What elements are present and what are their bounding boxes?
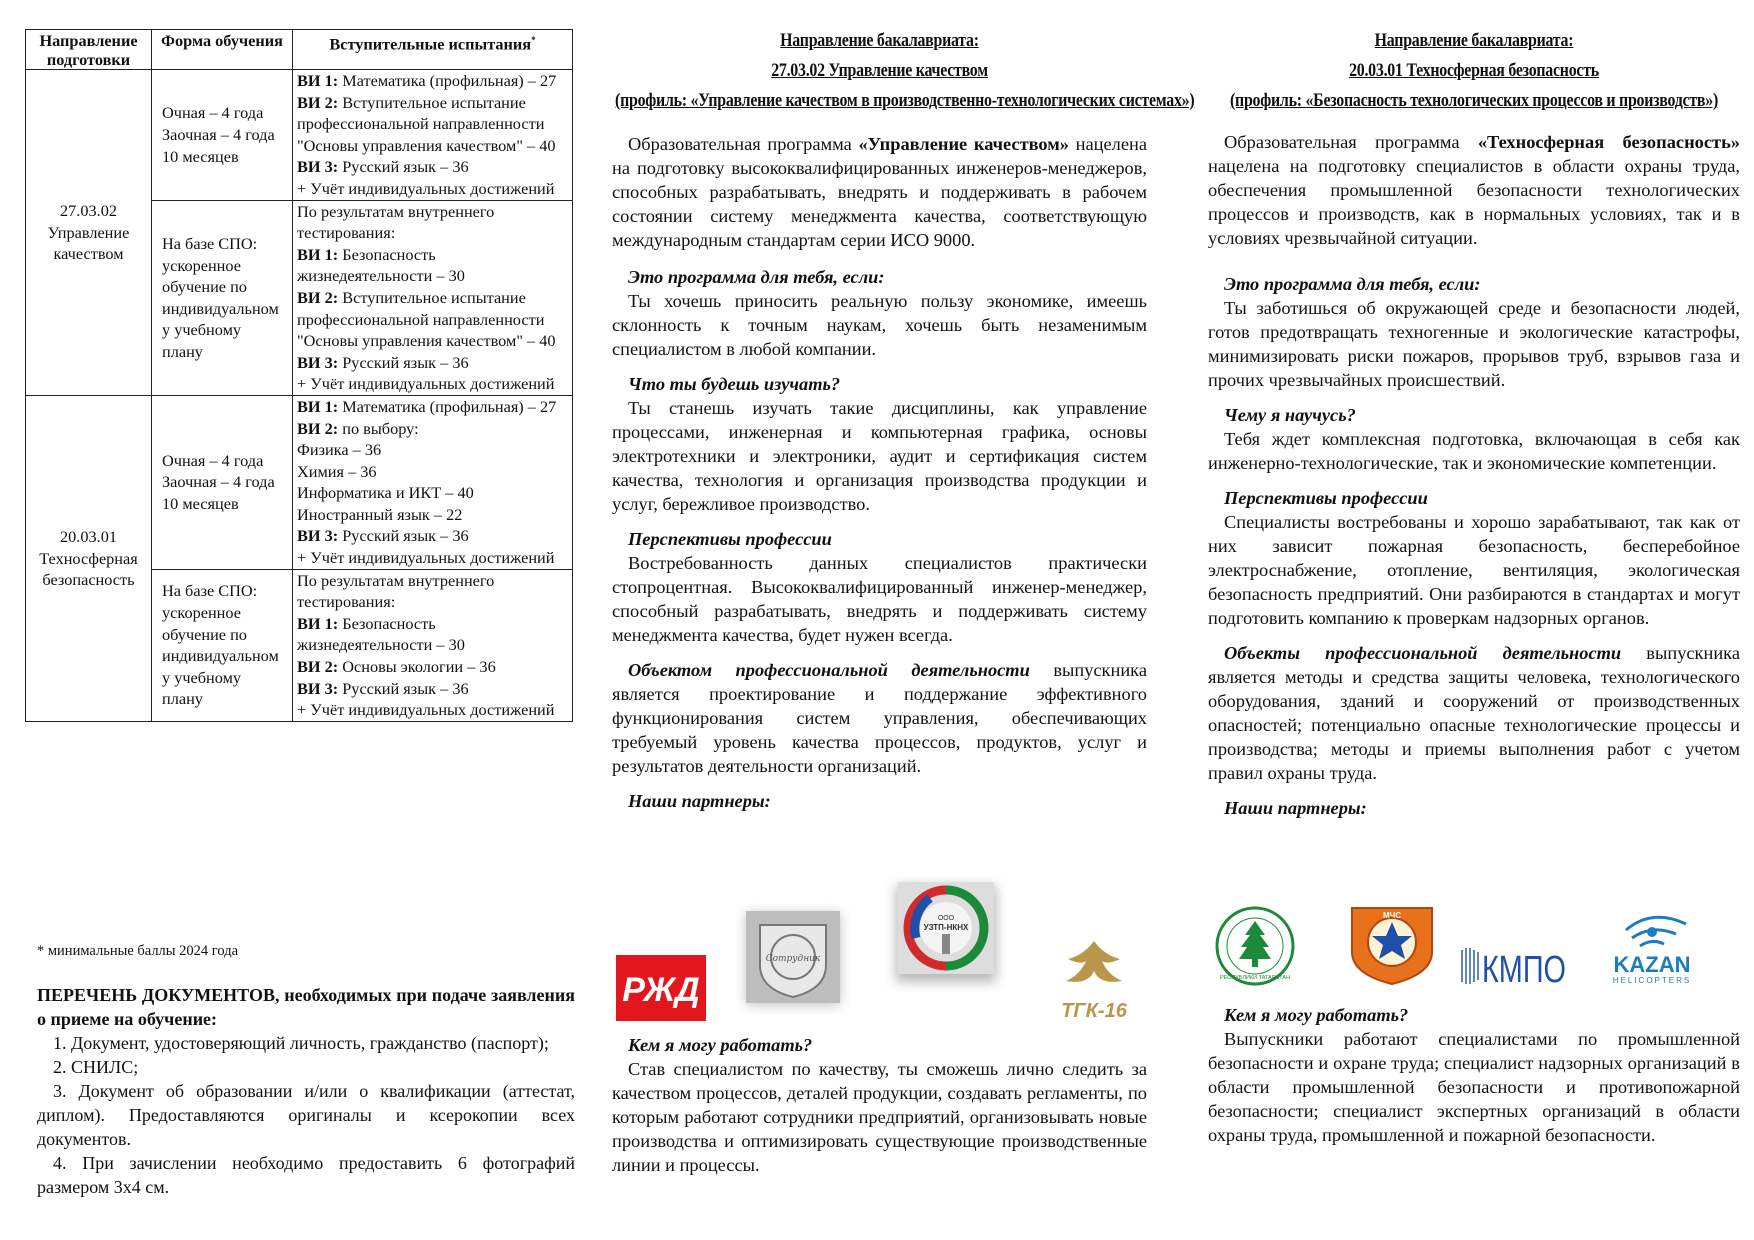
- exam-line: ВИ 2: Вступительное испытание профессиональной направленности "Основы управления качеством" – 40: [297, 287, 556, 351]
- program-body-bottom: [1208, 1003, 1740, 1147]
- svg-text:МЧС: МЧС: [1382, 911, 1402, 920]
- section-text: Объектом профессиональной деятельности выпускника является проектирование и поддержание эффективного функционирования систем управления, обеспечивающих требуемый уровень качества процессов, продуктов, услуг и результатов деятельности организаций.: [612, 660, 1147, 776]
- section-title: Чему я научусь?: [1224, 405, 1356, 425]
- intro-paragraph: Образовательная программа «Управление качеством» нацелена на подготовку высококвалифицированных инженеров-менеджеров, способных разрабатывать, внедрять и поддерживать в рабочем состоянии систему менеджмента качества, соответствующую международным стандартам серии ИСО 9000.: [612, 134, 1147, 250]
- section-text: Ты заботишься об окружающей среде и безопасности людей, готов предотвращать техногенные и экологические катастрофы, минимизировать риски пожаров, прорывов труб, взрывов газа и прочих чрезвычайных происшествий.: [1208, 298, 1740, 390]
- svg-text:УЗТП-НКНХ: УЗТП-НКНХ: [923, 923, 969, 932]
- partners-title: Наши партнеры:: [628, 791, 771, 811]
- kmpo-logo: [1460, 938, 1572, 990]
- section-title: Что ты будешь изучать?: [628, 374, 841, 394]
- document-item: 2. СНИЛС;: [53, 1057, 139, 1077]
- svg-text:KAZAN: KAZAN: [1613, 952, 1691, 977]
- section-title: Это программа для тебя, если:: [1224, 274, 1481, 294]
- section-text: Ты станешь изучать такие дисциплины, как управление процессами, инженерная и компьютерная графика, основы электротехники и электроники, аудит и сертификация систем качества, технология и организация производства продукции и услуг, бережливое производство.: [612, 398, 1147, 514]
- exam-line: ВИ 2: Основы экологии – 36: [297, 657, 496, 677]
- exam-line: Иностранный язык – 22: [297, 504, 463, 524]
- tgk16-logo: [1054, 935, 1134, 1025]
- section-text: Востребованность данных специалистов практически стопроцентная. Высококвалифицированный инженер-менеджер, способный разрабатывать, внедрять и поддерживать систему менеджмента качества, будет нужен всегда.: [612, 553, 1147, 645]
- exam-line: ВИ 3: Русский язык – 36: [297, 678, 469, 698]
- header-direction: Направление подготовки: [26, 30, 152, 70]
- exams-cell: [293, 395, 573, 569]
- svg-text:ООО: ООО: [937, 915, 955, 922]
- form-cell: Очная – 4 года Заочная – 4 года 10 месяцев: [152, 395, 293, 569]
- section-text: Ты хочешь приносить реальную пользу экономике, имеешь склонность к точным наукам, хочешь быть незаменимым специалистом в любой компании.: [612, 291, 1147, 359]
- exam-line: ВИ 3: Русский язык – 36: [297, 526, 469, 546]
- table-row: [26, 70, 573, 201]
- admission-table: [25, 29, 573, 722]
- svg-text:КМПО: КМПО: [1482, 949, 1566, 991]
- program-body: [612, 132, 1147, 813]
- document-item: 3. Документ об образовании и/или о квалификации (аттестат, диплом). Предоставляются оригиналы и ксерокопии всех документов.: [37, 1081, 575, 1149]
- exams-cell: [293, 70, 573, 201]
- exam-line: ВИ 1: Безопасность жизнедеятельности – 30: [297, 244, 465, 286]
- section-text: Тебя ждет комплексная подготовка, включающая в себя как инженерно-технологические, так и экономические компетенции.: [1208, 429, 1740, 473]
- documents-title: ПЕРЕЧЕНЬ ДОКУМЕНТОВ, необходимых при подаче заявления о приеме на обучение:: [37, 985, 575, 1029]
- exams-cell: [293, 569, 573, 721]
- section-title: Кем я могу работать?: [628, 1035, 813, 1055]
- form-cell: На базе СПО: ускоренное обучение по индивидуальном у учебному плану: [152, 569, 293, 721]
- exam-line: ВИ 1: Математика (профильная) – 27: [297, 71, 557, 90]
- section-text: Объекты профессиональной деятельности выпускника является методы и средства защиты человека, технологического оборудования, зданий и сооружений от производственных опасностей; потенциально опасные технологические процессы и производства; методы и приемы выполнения работ с учетом правил охраны труда.: [1208, 643, 1740, 783]
- program-header: Направление бакалавриата: 20.03.01 Техносферная безопасность (профиль: «Безопасность технологических процессов и производств»): [1230, 31, 1718, 111]
- section-title: Это программа для тебя, если:: [628, 267, 885, 287]
- exam-line: + Учёт индивидуальных достижений: [297, 178, 555, 198]
- exam-line: + Учёт индивидуальных достижений: [297, 374, 555, 394]
- section-text: Специалисты востребованы и хорошо зарабатывают, так как от них зависит пожарная безопасность, бесперебойное электроснабжение, отопление, вентиляция, экологическая безопасность предприятий. Они разбираются в стандартах и могут подготовить компанию к проверкам надзорных органов.: [1208, 512, 1740, 628]
- section-title: Перспективы профессии: [628, 529, 832, 549]
- section-title: Кем я могу работать?: [1224, 1005, 1409, 1025]
- exam-line: + Учёт индивидуальных достижений: [297, 700, 555, 720]
- exam-line: ВИ 2: Вступительное испытание профессиональной направленности "Основы управления качеством" – 40: [297, 92, 556, 155]
- exam-line: Химия – 36: [297, 461, 377, 481]
- section-title: Перспективы профессии: [1224, 488, 1428, 508]
- exam-line: ВИ 1: Математика (профильная) – 27: [297, 396, 557, 416]
- exam-line: ВИ 1: Безопасность жизнедеятельности – 30: [297, 613, 465, 655]
- exam-line: По результатам внутреннего тестирования:: [297, 201, 495, 243]
- exam-line: Физика – 36: [297, 440, 382, 460]
- direction-cell: 27.03.02 Управление качеством: [26, 70, 152, 396]
- header-form: Форма обучения: [152, 30, 293, 70]
- exam-line: Информатика и ИКТ – 40: [297, 483, 474, 503]
- kazan-helicopters-logo: [1596, 902, 1708, 992]
- svg-text:РЕСПУБЛИКИ ТАТАРСТАН: РЕСПУБЛИКИ ТАТАРСТАН: [1219, 975, 1291, 981]
- uztp-logo: [890, 876, 1002, 988]
- partner-badge-logo: [738, 905, 848, 1013]
- footnote: * минимальные баллы 2024 года: [37, 943, 239, 959]
- program-body: [1208, 130, 1740, 820]
- table-row: [26, 395, 573, 569]
- partners-title: Наши партнеры:: [1224, 798, 1367, 818]
- section-text: Став специалистом по качеству, ты сможешь лично следить за качеством процессов, деталей продукции, создавать регламенты, по которым работают сотрудники предприятий, организовывать новые производства и оптимизировать существующие производственные линии и процессы.: [612, 1059, 1147, 1175]
- mchs-logo: [1344, 902, 1440, 986]
- svg-text:Сотрудник: Сотрудник: [765, 954, 821, 964]
- program-body-bottom: [612, 1033, 1147, 1177]
- direction-cell: 20.03.01 Техносферная безопасность: [26, 395, 152, 721]
- exam-line: ВИ 3: Русский язык – 36: [297, 352, 469, 372]
- svg-text:РЖД: РЖД: [622, 971, 700, 1009]
- document-item: 1. Документ, удостоверяющий личность, гражданство (паспорт);: [53, 1033, 549, 1053]
- svg-text:HELICOPTERS: HELICOPTERS: [1612, 976, 1692, 985]
- exam-line: ВИ 3: Русский язык – 36: [297, 157, 469, 177]
- exam-line: + Учёт индивидуальных достижений: [297, 548, 555, 568]
- documents-list: [37, 983, 575, 1199]
- form-cell: Очная – 4 года Заочная – 4 года 10 месяцев: [152, 70, 293, 201]
- program-header: Направление бакалавриата: 27.03.02 Управление качеством (профиль: «Управление качеством в производственно-технологических системах»): [615, 31, 1195, 111]
- rzd-logo: [616, 955, 706, 1021]
- ecology-ministry-logo: [1204, 905, 1306, 987]
- intro-paragraph: Образовательная программа «Техносферная безопасность» нацелена на подготовку специалистов в области охраны труда, обеспечения промышленной безопасности технологических процессов и производств, как в нормальных условиях, так и в условиях чрезвычайной ситуации.: [1208, 132, 1740, 248]
- form-cell: На базе СПО: ускоренное обучение по индивидуальном у учебному плану: [152, 200, 293, 395]
- exam-line: По результатам внутреннего тестирования:: [297, 570, 495, 612]
- section-text: Выпускники работают специалистами по промышленной безопасности и охране труда; специалист надзорных организаций в области промышленной безопасности и противопожарной безопасности; специалист экспертных организаций в области охраны труда, промышленной и пожарной безопасности.: [1208, 1029, 1740, 1145]
- exams-cell: [293, 200, 573, 395]
- exam-line: ВИ 2: по выбору:: [297, 418, 419, 438]
- header-exams: Вступительные испытания*: [293, 30, 573, 70]
- svg-text:ТГК-16: ТГК-16: [1061, 1000, 1127, 1022]
- document-item: 4. При зачислении необходимо предоставить 6 фотографий размером 3х4 см.: [37, 1153, 575, 1197]
